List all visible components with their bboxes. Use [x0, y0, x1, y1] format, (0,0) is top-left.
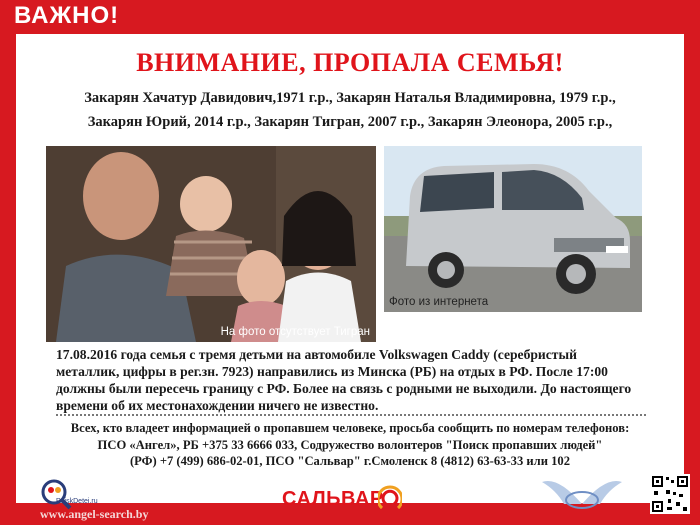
description-line-4: времени об их местонахождении ничего не известно. [56, 398, 379, 413]
description-line-2: металлик, цифры в рег.зн. 7923) направились из Минска (РБ) на отдых в РФ. После 17:00 [56, 364, 608, 379]
car-photo [384, 146, 642, 312]
car-photo-caption: Фото из интернета [389, 296, 489, 308]
angel-logo-icon [538, 474, 626, 512]
contact-info [20, 420, 680, 470]
description-line-1: 17.08.2016 года семья с тремя детьми на автомобиле Volkswagen Caddy (серебристый [56, 347, 577, 362]
poster-title: ВНИМАНИЕ, ПРОПАЛА СЕМЬЯ! [136, 48, 564, 77]
poisk-detei-label: PoiskDetei.ru [56, 498, 98, 505]
family-photo-caption: На фото отсутствует Тигран [220, 326, 370, 338]
family-photo [46, 146, 376, 342]
contact-line-2: ПСО «Ангел», РБ +375 33 6666 033, Содружество волонтеров "Поиск пропавших людей" [97, 437, 603, 452]
missing-names [20, 86, 680, 134]
names-line-2: Закарян Юрий, 2014 г.р., Закарян Тигран, 2007 г.р., Закарян Элеонора, 2005 г.р., [87, 114, 613, 130]
names-line-1: Закарян Хачатур Давидович,1971 г.р., Закарян Наталья Владимировна, 1979 г.р., [84, 90, 616, 106]
right-red-border [684, 0, 700, 525]
salvar-logo-text: САЛЬВАР [282, 488, 384, 510]
salvar-logo-icon [282, 484, 402, 512]
car-photo-illustration [384, 146, 642, 312]
contact-line-1: Всех, кто владеет информацией о пропавшем человеке, просьба сообщить по номерам телефонов: [70, 421, 630, 435]
important-badge: ВАЖНО! [14, 2, 120, 29]
left-red-border [0, 0, 16, 525]
description-line-3: должны были пересечь границу с РФ. Более на связь с родными не выходили. До настоящего [56, 381, 632, 396]
contact-line-3: (РФ) +7 (499) 686-02-01, ПСО "Сальвар" г.Смоленск 8 (4812) 63-63-33 или 102 [129, 454, 571, 468]
disappearance-description [56, 346, 660, 414]
dotted-divider [56, 414, 646, 416]
family-photo-illustration [46, 146, 376, 342]
qr-code-icon [650, 474, 690, 514]
website-url[interactable]: www.angel-search.by [40, 507, 149, 521]
